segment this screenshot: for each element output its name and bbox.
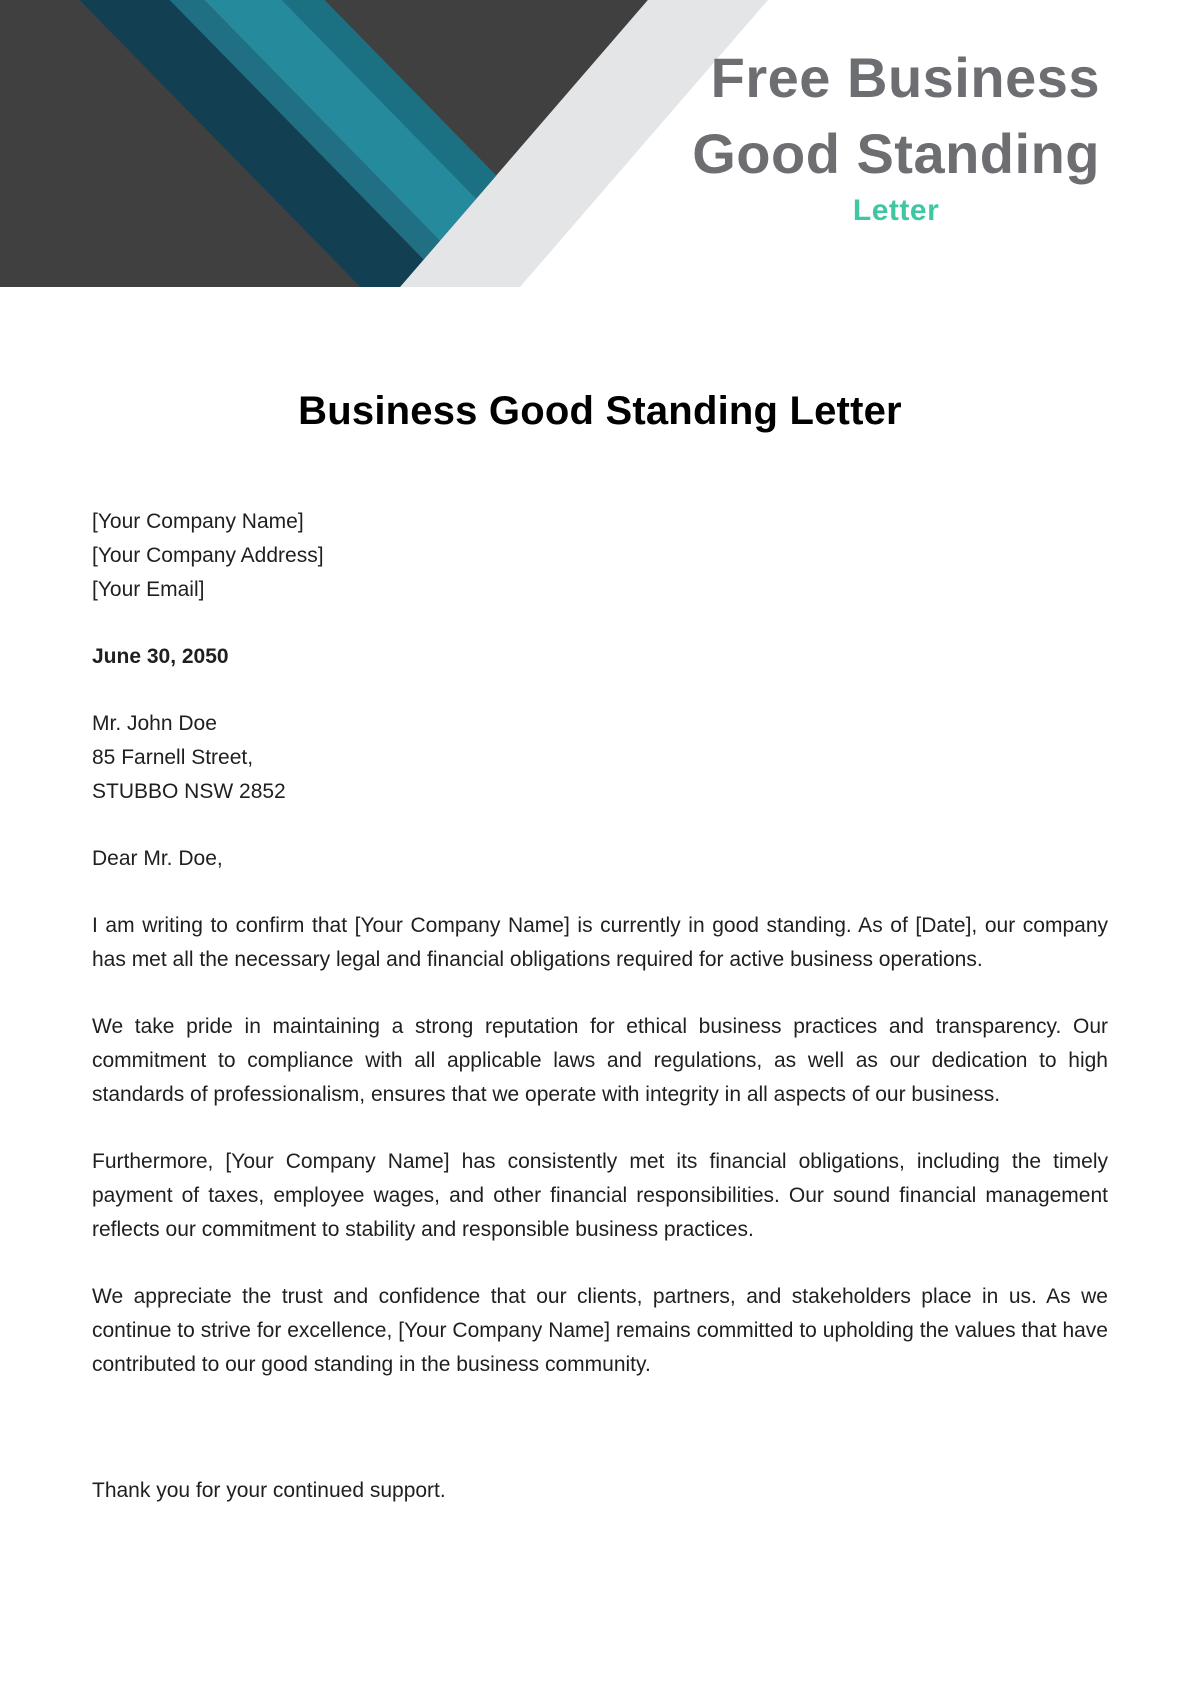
letter-date: June 30, 2050 bbox=[92, 645, 229, 668]
sender-company-name: [Your Company Name] bbox=[92, 510, 304, 533]
recipient-name: Mr. John Doe bbox=[92, 712, 217, 735]
document-title: Business Good Standing Letter bbox=[298, 389, 902, 433]
recipient-street: 85 Farnell Street, bbox=[92, 746, 254, 769]
sender-address-block bbox=[92, 505, 1108, 607]
closing-line: Thank you for your continued support. bbox=[92, 1479, 446, 1502]
sender-email: [Your Email] bbox=[92, 578, 205, 601]
paragraph-1: I am writing to confirm that [Your Company Name] is currently in good standing. As of [Date], our company has met all the necessary legal and financial obligations required for active business operations. bbox=[92, 914, 1108, 971]
sender-company-address: [Your Company Address] bbox=[92, 544, 324, 567]
paragraph-2: We take pride in maintaining a strong reputation for ethical business practices and transparency. Our commitment to compliance with all applicable laws and regulations, as well as our dedication to high standards of professionalism, ensures that we operate with integrity in all aspects of our business. bbox=[92, 1015, 1108, 1106]
salutation: Dear Mr. Doe, bbox=[92, 847, 223, 870]
letterhead-header bbox=[0, 0, 1200, 287]
brand-title-line1: Free Business bbox=[710, 46, 1100, 109]
recipient-address-block bbox=[92, 707, 1108, 809]
brand-title-line2: Good Standing bbox=[692, 122, 1100, 186]
paragraph-4: We appreciate the trust and confidence that our clients, partners, and stakeholders place in us. As we continue to strive for excellence, [Your Company Name] remains committed to upholding the values that have contributed to our good standing in the business community. bbox=[92, 1285, 1108, 1376]
letter-body bbox=[0, 387, 1200, 1508]
recipient-city: STUBBO NSW 2852 bbox=[92, 780, 286, 803]
brand-subtitle: Letter bbox=[852, 194, 940, 228]
brand-title-block bbox=[692, 40, 1100, 228]
paragraph-3: Furthermore, [Your Company Name] has consistently met its financial obligations, including the timely payment of taxes, employee wages, and other financial responsibilities. Our sound financial management reflects our commitment to stability and responsible business practices. bbox=[92, 1150, 1108, 1241]
